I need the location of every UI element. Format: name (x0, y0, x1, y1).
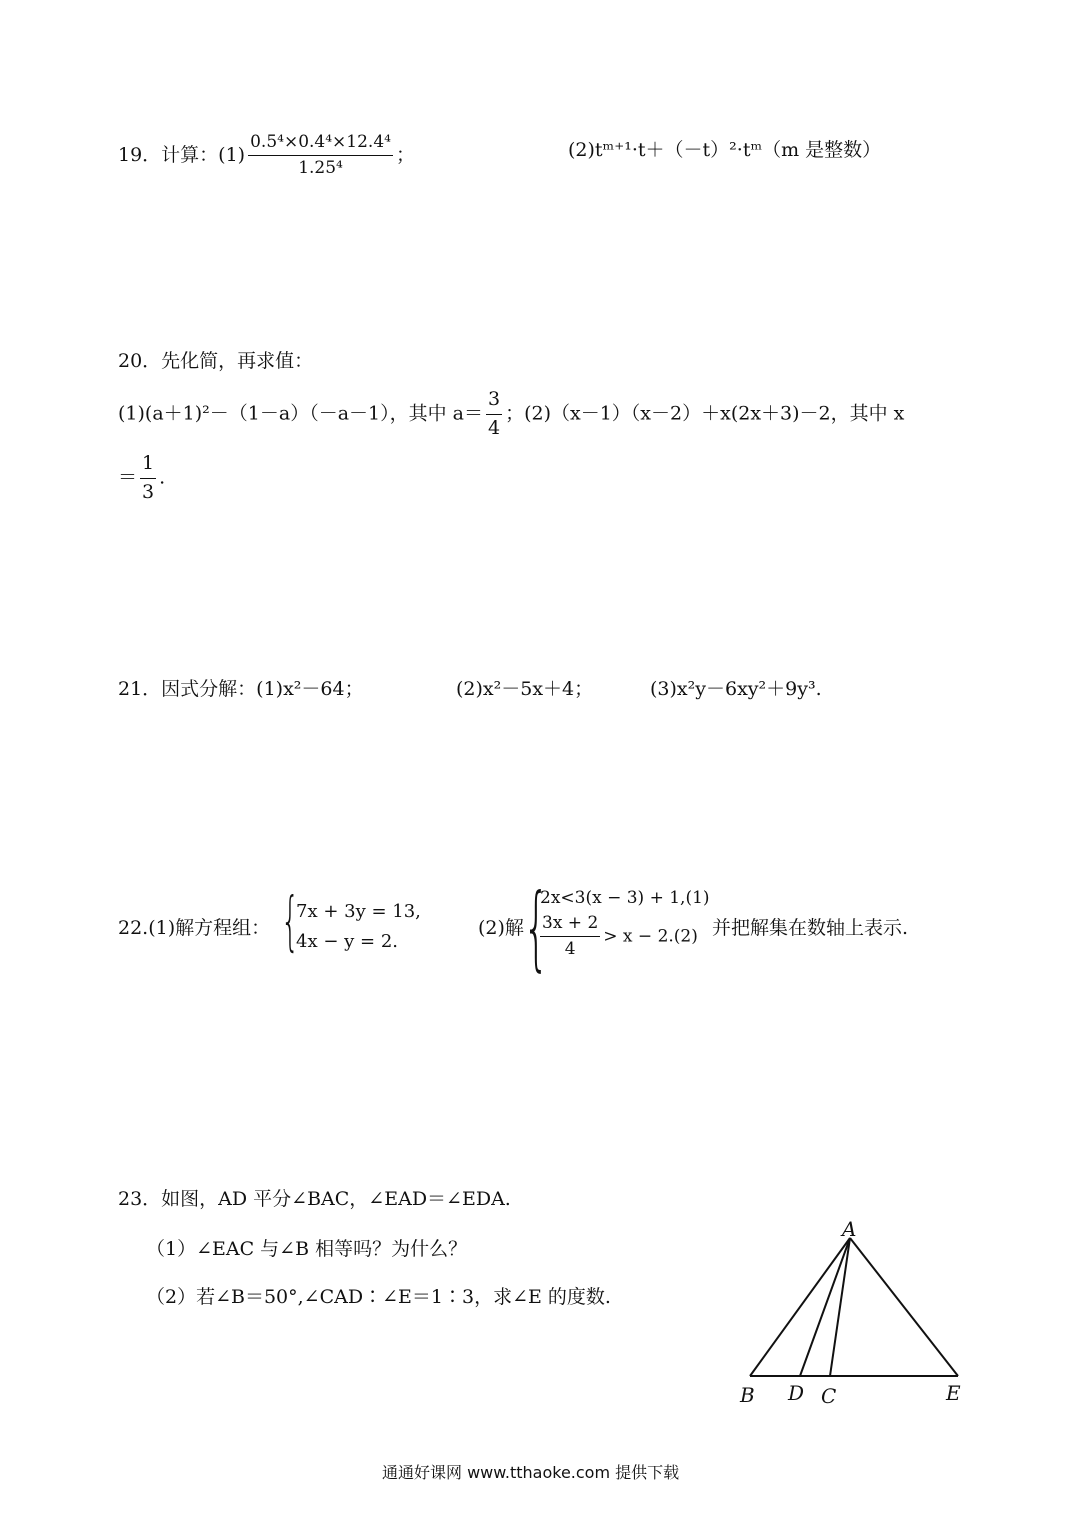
q19-fraction-numerator: 0.5⁴×0.4⁴×12.4⁴ (248, 132, 393, 156)
triangle-figure (730, 1218, 990, 1418)
q20-line2-eq: ＝ (118, 466, 138, 489)
q20-title: 20．先化简，再求值： (118, 350, 314, 372)
label-E: E (946, 1381, 961, 1405)
q20-a-fraction (486, 388, 502, 441)
q19-part2: (2)tᵐ⁺¹·t＋（－t）²·tᵐ（m 是整数） (568, 139, 882, 161)
q22-system2-brace: { (523, 874, 550, 981)
q23-title: 23．如图，AD 平分∠BAC，∠EAD＝∠EDA. (118, 1188, 511, 1210)
q19-fraction-denominator: 1.25⁴ (298, 158, 343, 179)
q22-ineq2-rest: > x − 2.(2) (603, 926, 698, 947)
q19-fraction (248, 132, 393, 180)
q22-label1: 22.(1)解方程组： (118, 917, 271, 939)
q21-part1: 21．因式分解：(1)x²－64； (118, 678, 364, 700)
q20-line2-end: . (159, 466, 166, 489)
label-A: A (842, 1218, 857, 1241)
triangle-lines (750, 1238, 958, 1376)
q23-sub1: （1）∠EAC 与∠B 相等吗？为什么？ (146, 1238, 468, 1260)
q20-x-fraction (140, 452, 156, 505)
q22-ineq2 (540, 913, 710, 961)
q22-tail: 并把解集在数轴上表示. (712, 917, 909, 939)
q22-system1 (296, 903, 421, 951)
segment-AD (800, 1238, 850, 1376)
q22-label2: (2)解 (478, 917, 524, 939)
q22-system1-brace: { (281, 885, 300, 959)
q20-line1 (118, 388, 904, 441)
q20-a-numerator: 3 (486, 388, 502, 415)
q20-x-denominator: 3 (142, 480, 155, 503)
label-D: D (788, 1381, 805, 1405)
q22-ineq1: 2x<3(x − 3) + 1,(1) (540, 888, 710, 908)
q20-x-numerator: 1 (140, 452, 156, 479)
question-19 (118, 132, 415, 180)
q19-separator: ； (395, 143, 415, 166)
q22-ineq2-fraction (540, 913, 600, 961)
page-footer: 通通好课网 www.tthaoke.com 提供下载 (382, 1463, 680, 1482)
segment-AE (850, 1238, 958, 1376)
q20-line1-b: ；(2)（x－1）（x－2）＋x(2x＋3)－2，其中 x (505, 402, 905, 425)
q22-ineq2-denominator: 4 (564, 939, 576, 960)
label-C: C (821, 1384, 837, 1408)
q22-eq1: 7x + 3y = 13, (296, 901, 421, 922)
q22-system2 (540, 890, 710, 961)
q20-line1-a: (1)(a＋1)²－（1－a）（－a－1），其中 a＝ (118, 402, 483, 425)
label-B: B (740, 1383, 755, 1407)
q20-a-denominator: 4 (487, 416, 501, 439)
segment-AC (830, 1238, 850, 1376)
q21-part2: (2)x²－5x＋4； (456, 678, 594, 700)
q19-label: 19．计算：(1) (118, 143, 246, 166)
q22-ineq2-numerator: 3x + 2 (540, 913, 600, 937)
q21-part3: (3)x²y－6xy²＋9y³. (650, 678, 822, 700)
q22-eq2: 4x − y = 2. (296, 931, 398, 952)
segment-AB (750, 1238, 850, 1376)
q20-line2 (118, 452, 165, 505)
q23-sub2: （2）若∠B＝50°,∠CAD∶∠E＝1∶3，求∠E 的度数. (146, 1286, 611, 1308)
